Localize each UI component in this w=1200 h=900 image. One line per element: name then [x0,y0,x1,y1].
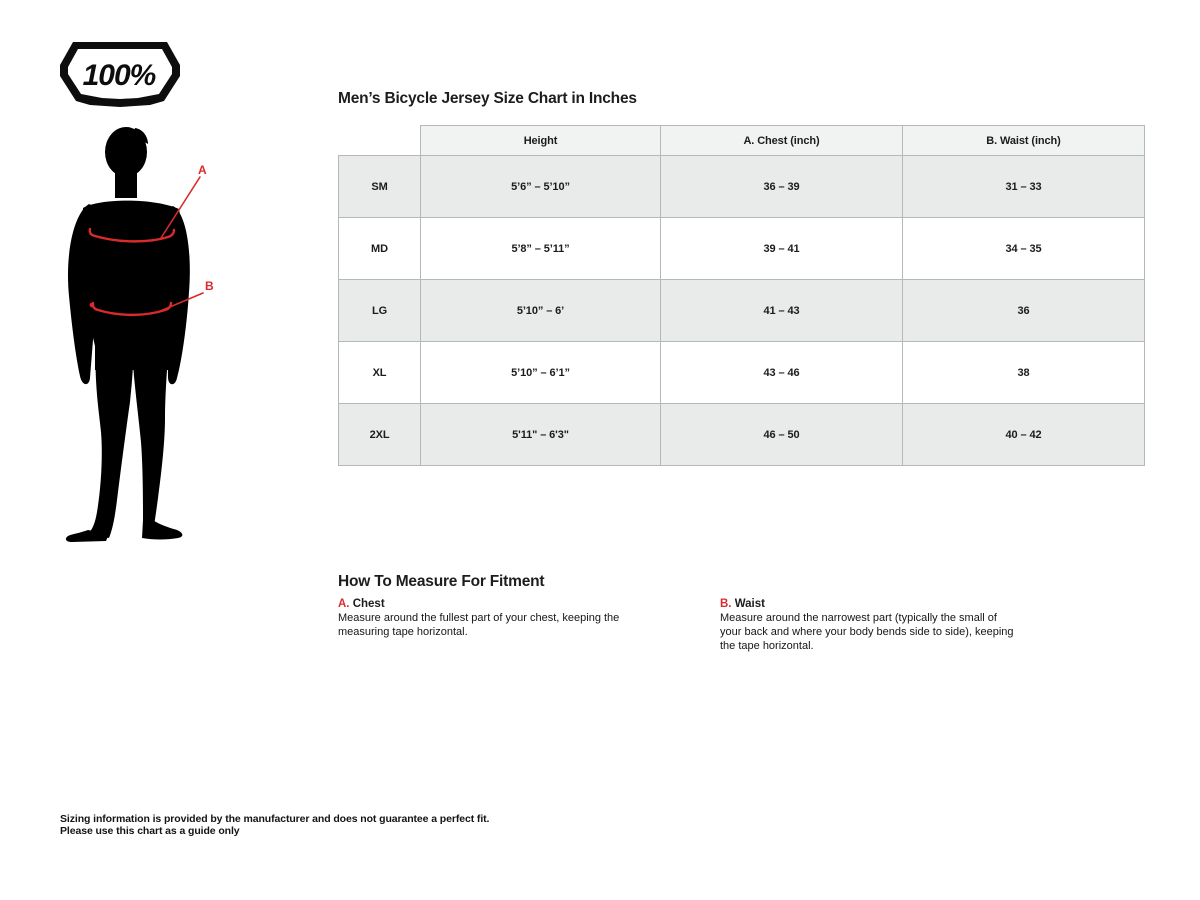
size-label: 2XL [339,404,421,466]
chest-value: 46 – 50 [661,404,903,466]
chest-value: 41 – 43 [661,280,903,342]
size-label: XL [339,342,421,404]
column-header-height: Height [421,126,661,156]
table-row-md [339,218,1145,280]
size-label: SM [339,156,421,218]
column-header-chest: A. Chest (inch) [661,126,903,156]
measure-item-waist-heading [720,598,1020,610]
brand-logo [60,42,180,108]
height-value: 5’10” – 6’ [421,280,661,342]
chest-value: 36 – 39 [661,156,903,218]
waist-line-end-dot [90,303,95,308]
measure-item-waist [720,598,1020,653]
disclaimer-line-2: Please use this chart as a guide only [60,825,240,838]
height-value: 5'11" – 6'3" [421,404,661,466]
size-chart-table [338,125,1145,466]
table-header-row [339,126,1145,156]
height-value: 5’10” – 6’1” [421,342,661,404]
disclaimer-line-1: Sizing information is provided by the manufacturer and does not guarantee a perfect fit. [60,813,490,825]
measure-item-chest-heading [338,598,648,610]
size-label: MD [339,218,421,280]
measure-label-waist: Waist [734,598,765,610]
logo-text: 100% [82,59,156,92]
measure-text-chest: Measure around the fullest part of your chest, keeping the measuring tape horizontal. [338,612,620,638]
waist-value: 38 [903,342,1145,404]
size-label: LG [339,280,421,342]
measure-key-b: B. [720,598,732,610]
waist-value: 36 [903,280,1145,342]
waist-value: 40 – 42 [903,404,1145,466]
table-row-lg [339,280,1145,342]
table-row-xl [339,342,1145,404]
measure-item-chest [338,598,648,640]
waist-value: 31 – 33 [903,156,1145,218]
waist-value: 34 – 35 [903,218,1145,280]
measure-key-a: A. [338,598,350,610]
figure-label-b: B [205,279,214,293]
height-value: 5’8” – 5’11” [421,218,661,280]
how-to-measure-title: How To Measure For Fitment [338,573,545,590]
table-row-2xl [339,404,1145,466]
chest-value: 43 – 46 [661,342,903,404]
human-silhouette-graphic [66,127,190,542]
column-header-blank [339,126,421,156]
figure-label-a: A [198,163,207,177]
measurement-figure [55,110,215,550]
column-header-waist: B. Waist (inch) [903,126,1145,156]
size-chart-title: Men’s Bicycle Jersey Size Chart in Inches [338,90,637,107]
sizing-disclaimer [60,813,489,838]
table-row-sm [339,156,1145,218]
measure-label-chest: Chest [352,598,385,610]
chest-value: 39 – 41 [661,218,903,280]
height-value: 5’6” – 5’10” [421,156,661,218]
measure-text-waist: Measure around the narrowest part (typically the small of your back and where your body bends side to side), keeping the tape horizontal. [720,612,1014,652]
